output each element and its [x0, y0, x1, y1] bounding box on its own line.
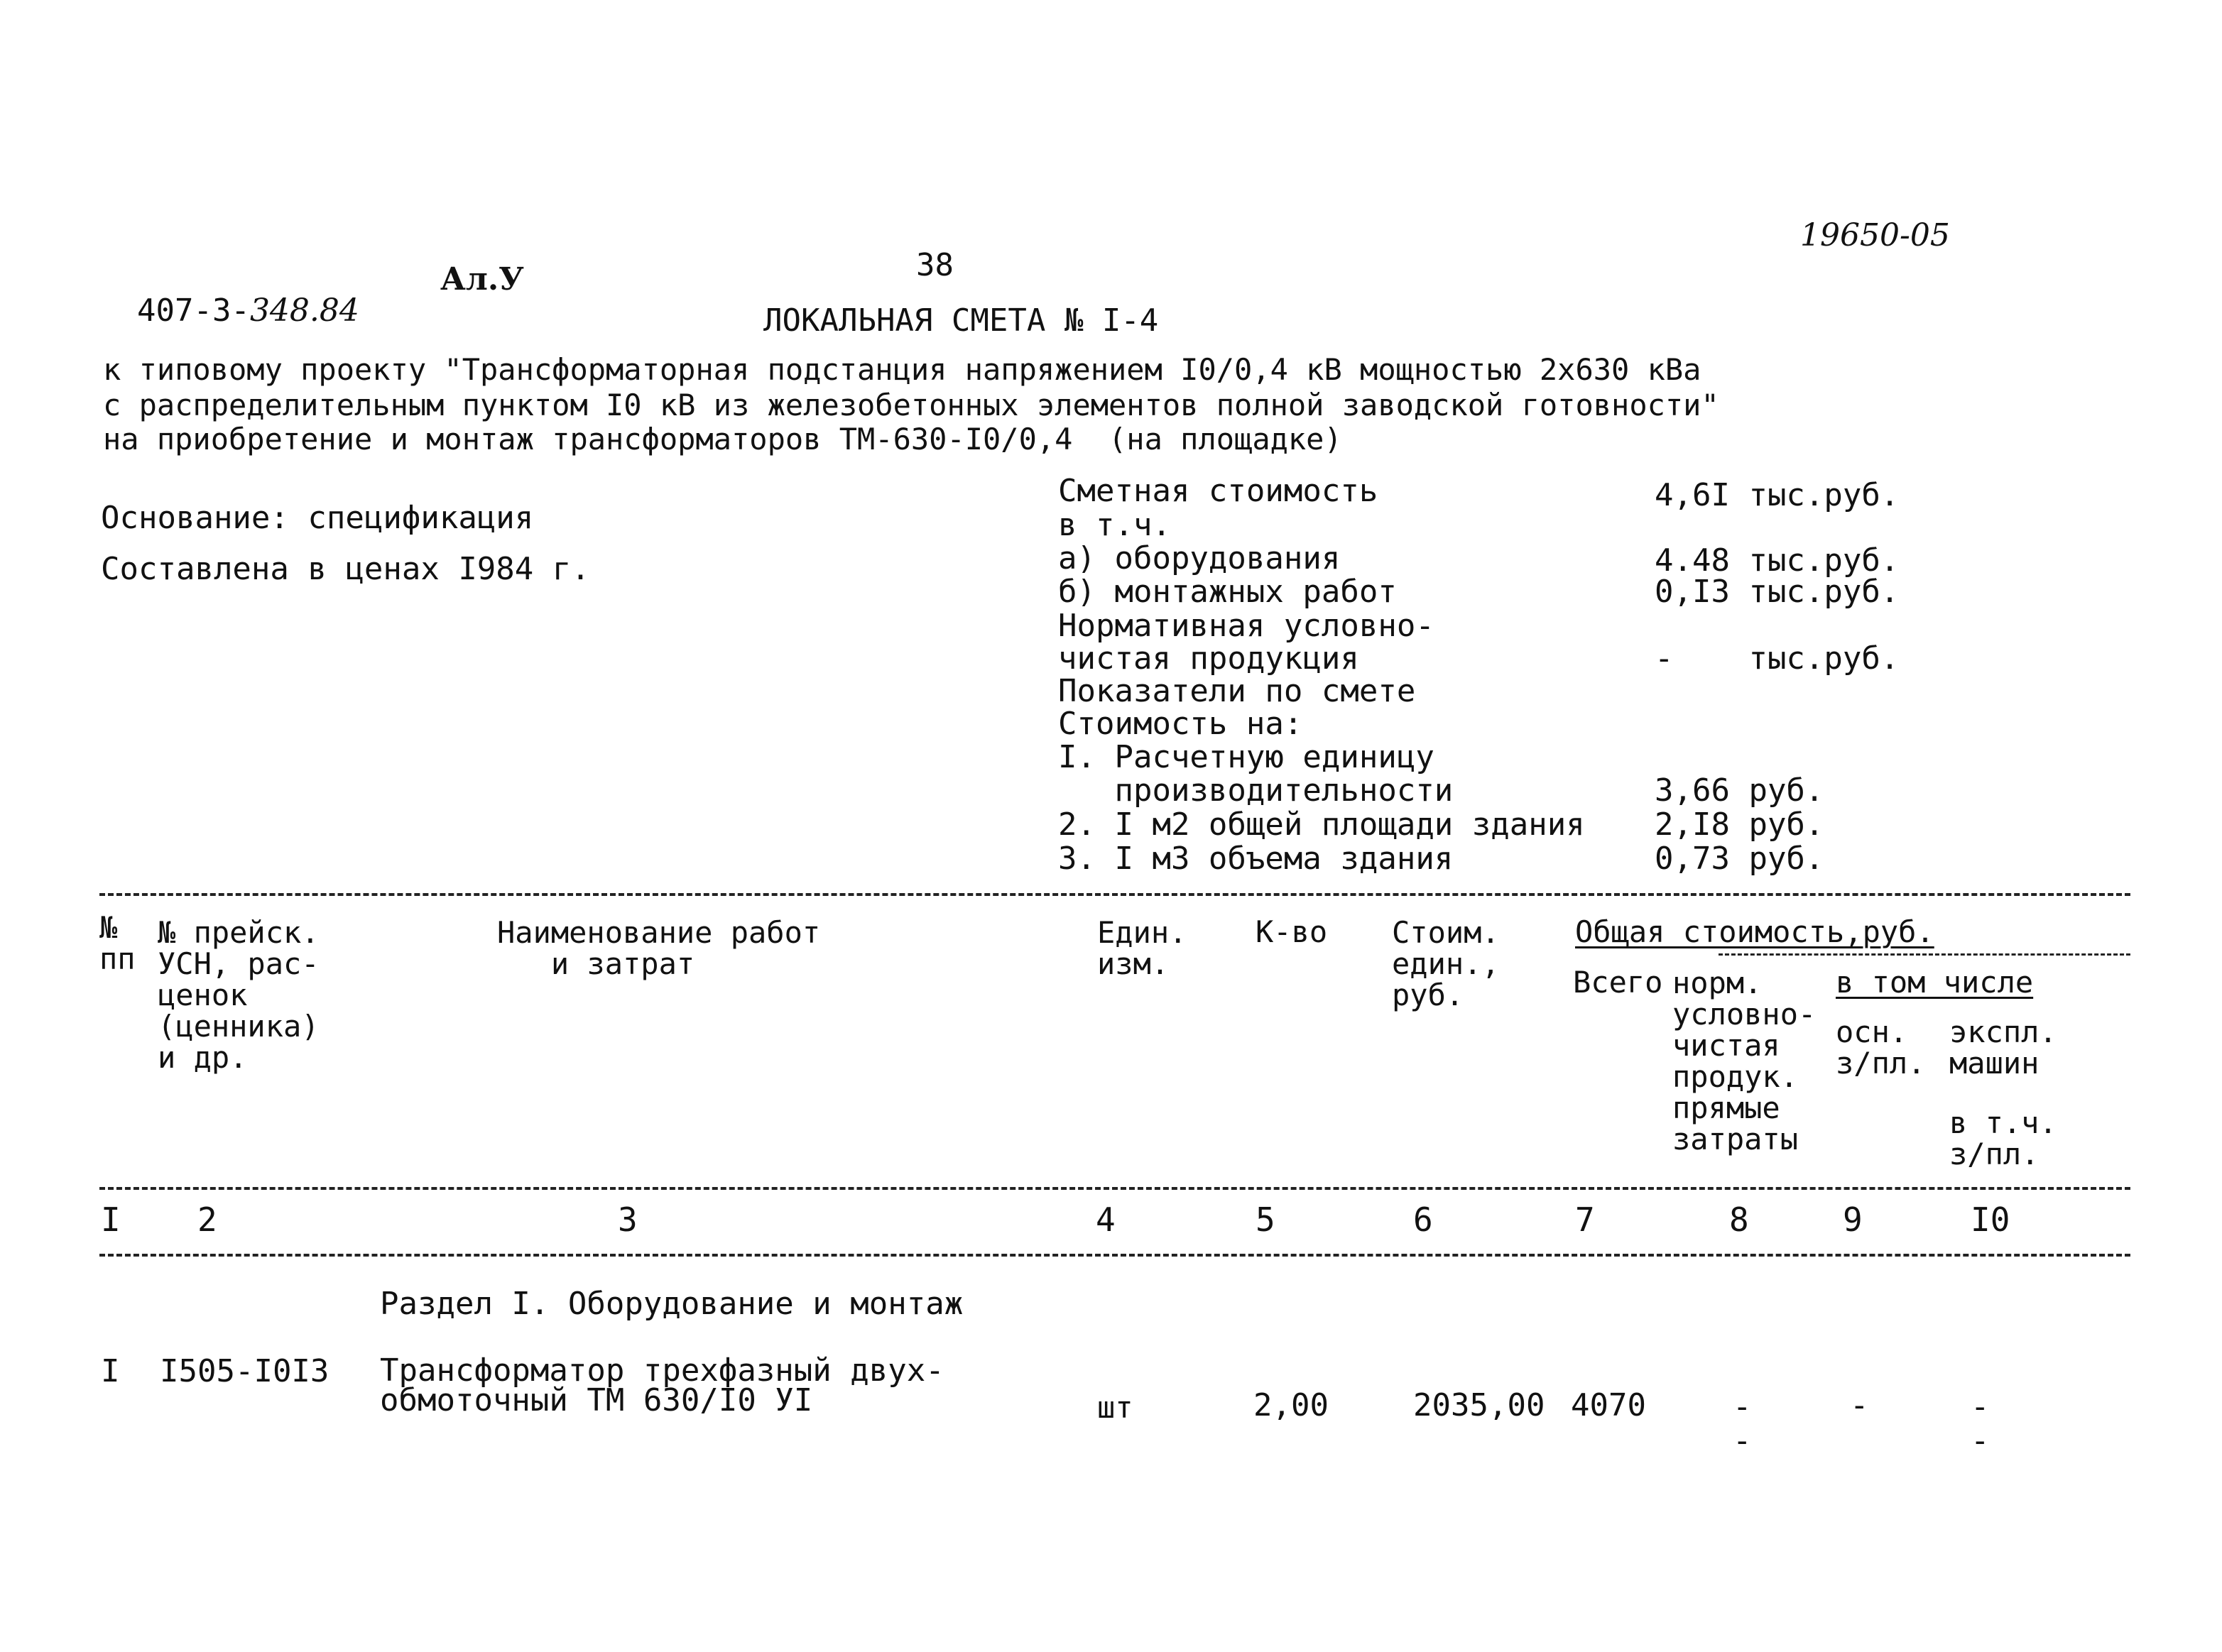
summary-label: Сметная стоимость: [1058, 473, 1378, 509]
header-including-group: в том числе: [1836, 965, 2034, 1000]
summary-value: 0,I3 тыс.руб.: [1655, 574, 1900, 610]
page-title: ЛОКАЛЬНАЯ СМЕТА № I-4: [763, 302, 1159, 339]
column-number: I: [101, 1200, 121, 1239]
total-group-rule: [1719, 953, 2130, 956]
table-top-rule: [99, 893, 2130, 896]
row-number: I: [101, 1353, 120, 1389]
subtitle-line-3: на приобретение и монтаж трансформаторов ТМ-630-I0/0,4 (на площадке): [103, 422, 1342, 456]
header-machine-wages: в т.ч. з/пл.: [1949, 1105, 2057, 1171]
header-unit: Един. изм.: [1097, 915, 1187, 981]
summary-value: - тыс.руб.: [1655, 640, 1900, 677]
row-price-code: I505-I0I3: [160, 1353, 330, 1389]
summary-label: б) монтажных работ: [1058, 574, 1397, 610]
row-work-name: Трансформатор трехфазный двух- обмоточный ТМ 630/I0 УI: [380, 1352, 944, 1418]
basis-line: Основание: спецификация: [101, 500, 534, 536]
page-number: 38: [916, 247, 954, 283]
summary-value: 4,6I тыс.руб.: [1655, 477, 1900, 513]
header-price-list: № прейск. УСН, рас- ценок (ценника) и др.: [158, 915, 320, 1075]
header-quantity: К-во: [1256, 914, 1328, 949]
column-number: 7: [1575, 1200, 1595, 1239]
summary-label: Показатели по смете: [1058, 673, 1416, 709]
summary-value: 2,I8 руб.: [1655, 806, 1824, 843]
column-number: 9: [1843, 1200, 1863, 1239]
document-number-print: 407-3-: [136, 292, 250, 329]
summary-label: 3. I м3 объема здания: [1058, 841, 1454, 877]
header-row-number: № пп: [99, 910, 136, 976]
summary-label: 2. I м2 общей площади здания: [1058, 806, 1585, 843]
document-number-handwritten: 348.84: [249, 292, 359, 329]
section-title: Раздел I. Оборудование и монтаж: [380, 1286, 964, 1322]
document-number: [99, 264, 359, 327]
summary-label: Стоимость на:: [1058, 706, 1303, 742]
row-unit: шт: [1097, 1390, 1133, 1425]
row-machine-costs: - -: [1971, 1389, 1990, 1459]
column-number: 8: [1729, 1200, 1749, 1239]
handwritten-stamp-number: 19650-05: [1800, 217, 1950, 253]
column-number: I0: [1971, 1200, 2010, 1239]
summary-value: 0,73 руб.: [1655, 841, 1824, 877]
row-base-wages: -: [1850, 1387, 1869, 1423]
row-unit-cost: 2035,00: [1413, 1387, 1545, 1423]
column-number: 2: [197, 1200, 217, 1239]
summary-label: в т.ч.: [1058, 507, 1171, 543]
header-work-name: Наименование работ и затрат: [497, 915, 821, 981]
header-base-wages: осн. з/пл.: [1836, 1014, 1926, 1081]
row-quantity: 2,00: [1253, 1387, 1329, 1423]
summary-label: I. Расчетную единицу: [1058, 739, 1434, 775]
row-total: 4070: [1571, 1387, 1646, 1423]
header-unit-cost: Стоим. един., руб.: [1392, 915, 1500, 1012]
album-label: Ал.У: [440, 261, 524, 297]
column-number: 3: [618, 1200, 638, 1239]
header-total-cost-group: Общая стоимость,руб.: [1575, 914, 1934, 949]
column-number: 4: [1096, 1200, 1116, 1239]
header-net-production: норм. условно- чистая продук. прямые затраты: [1672, 966, 1817, 1156]
column-number: 5: [1256, 1200, 1275, 1239]
prices-year-line: Составлена в ценах I984 г.: [101, 551, 590, 587]
header-total: Всего: [1573, 965, 1663, 1000]
row-net-production: - -: [1733, 1389, 1752, 1459]
summary-label: а) оборудования: [1058, 540, 1341, 576]
header-machines: экспл. машин: [1949, 1014, 2057, 1081]
summary-value: 3,66 руб.: [1655, 772, 1824, 809]
column-number: 6: [1413, 1200, 1433, 1239]
summary-label: производительности: [1058, 772, 1454, 809]
summary-label: чистая продукция: [1058, 640, 1359, 677]
header-bottom-rule: [99, 1187, 2130, 1190]
subtitle-line-2: с распределительным пунктом I0 кВ из железобетонных элементов полной заводской готовности": [103, 388, 1719, 422]
summary-value: 4.48 тыс.руб.: [1655, 542, 1900, 579]
subtitle-line-1: к типовому проекту "Трансформаторная подстанция напряжением I0/0,4 кВ мощностью 2х630 кВа: [103, 352, 1701, 387]
column-number-rule: [99, 1254, 2130, 1257]
summary-label: Нормативная условно-: [1058, 608, 1434, 644]
